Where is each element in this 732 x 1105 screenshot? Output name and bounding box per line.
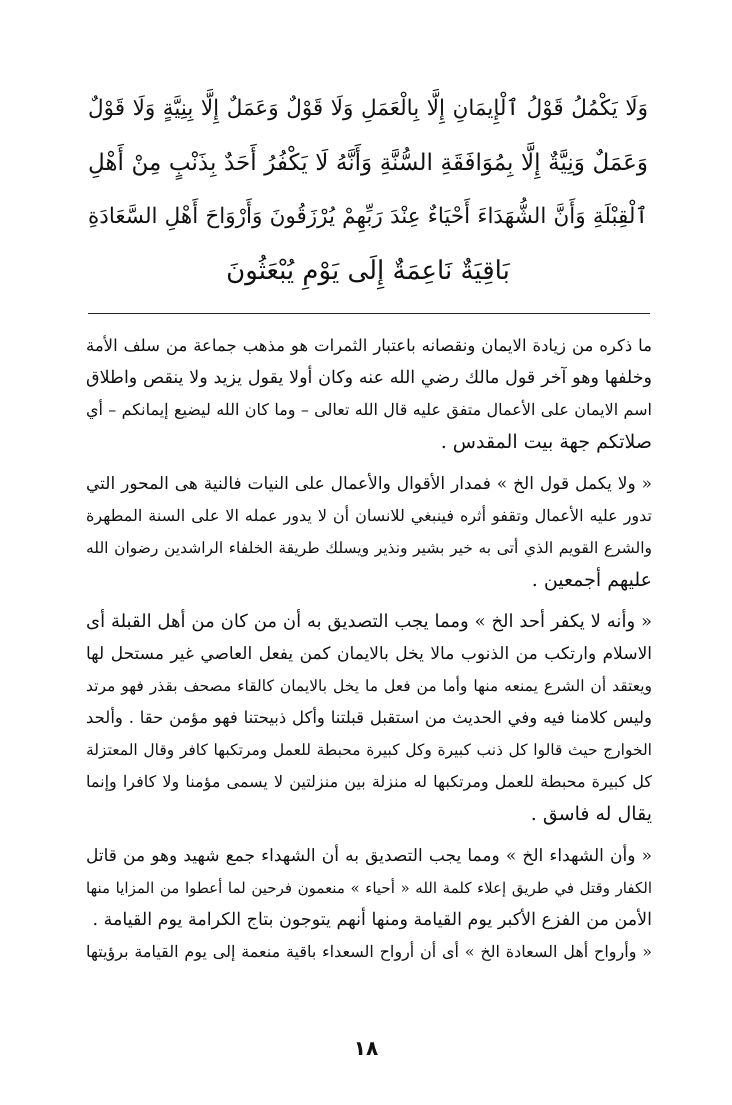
commentary-paragraph-4 xyxy=(86,840,652,936)
commentary-line: ويعتقد أن الشرع يمنعه منها وأما من فعل ما يخل بالايمان كالقاء مصحف بقذر فهو مرتد xyxy=(86,677,652,695)
commentary-line: عليهم أجمعين . xyxy=(531,569,652,591)
commentary-paragraph-3 xyxy=(86,606,652,830)
commentary-line: والشرع القويم الذي أتى به خير بشير ونذير ويسلك طريقة الخلفاء الراشدين رضوان الله xyxy=(86,539,652,557)
commentary-line: وليس كلامنا فيه وفي الحديث من استقبل قبلتنا وأكل ذبيحتنا فهو مؤمن حقا . وألحد xyxy=(86,708,652,727)
paragraph-gap xyxy=(86,596,652,606)
commentary-line: وخلفها وهو آخر قول مالك رضي الله عنه وكان أولا يقول يزيد ولا ينقص واطلاق xyxy=(86,368,652,388)
commentary-line: الأمن من الفزع الأكبر يوم القيامة ومنها أنهم يتوجون بتاج الكرامة يوم القيامة . xyxy=(92,910,652,930)
commentary-line: ما ذكره من زيادة الايمان ونقصانه باعتبار الثمرات هو مذهب جماعة من سلف الأمة xyxy=(86,336,652,355)
commentary-paragraph-1 xyxy=(86,330,652,458)
matn-line-2: وَعَمَلٌ وَنِيَّةٌ إِلَّا بِمُوَافَقَةِ السُّنَّةِ وَأَنَّهُ لَا يَكْفُرُ أَحَدٌ بِذَنْبٍ مِنْ أَهْلِ xyxy=(88,150,648,176)
commentary-line: صلاتكم جهة بيت المقدس . xyxy=(440,431,652,453)
section-divider xyxy=(88,313,650,314)
matn-line-3: ٱلْقِبْلَةِ وَأَنَّ الشُّهَدَاءَ أَحْيَاءٌ عِنْدَ رَبِّهِمْ يُرْزَقُونَ وَأَرْوَاحَ أَهْلِ السَّعَادَةِ xyxy=(88,204,648,229)
commentary-line: الكفار وقتل في طريق إعلاء كلمة الله « أحياء » منعمون فرحين لما أعطوا من المزايا منها xyxy=(86,879,652,897)
commentary-line: « وأرواح أهل السعادة الخ » أى أن أرواح السعداء باقية منعمة إلى يوم القيامة برؤيتها xyxy=(86,942,652,961)
commentary-line: « وأن الشهداء الخ » ومما يجب التصديق به أن الشهداء جمع شهيد وهو من قاتل xyxy=(86,846,652,866)
commentary-line: الخوارج حيث قالوا كل ذنب كبيرة وكل كبيرة محبطة للعمل ومرتكبها كافر وقال المعتزلة xyxy=(86,741,652,759)
page-number: ١٨ xyxy=(353,1036,379,1060)
commentary-line: « ولا يكمل قول الخ » فمدار الأقوال والأعمال على النيات فالنية هى المحور التي xyxy=(86,474,652,494)
matn-line-1: وَلَا يَكْمُلُ قَوْلُ ٱلْإِيمَانِ إِلَّا بِالْعَمَلِ وَلَا قَوْلٌ وَعَمَلٌ إِلَّا بِنِيَّةٍ وَلَا قَوْلٌ xyxy=(88,96,648,121)
commentary-block xyxy=(86,330,652,968)
commentary-paragraph-5 xyxy=(86,936,652,968)
commentary-paragraph-2 xyxy=(86,468,652,596)
matn-text-block xyxy=(88,82,648,298)
commentary-line: اسم الايمان على الأعمال متفق عليه قال الله تعالى – وما كان الله ليضيع إيمانكم – أي xyxy=(86,400,652,419)
paragraph-gap xyxy=(86,458,652,468)
matn-line-4: بَاقِيَةٌ نَاعِمَةٌ إِلَى يَوْمِ يُبْعَثُونَ xyxy=(226,256,510,286)
commentary-line: « وأنه لا يكفر أحد الخ » ومما يجب التصديق به أن من كان من أهل القبلة أى xyxy=(86,611,652,632)
commentary-line: كل كبيرة محبطة للعمل ومرتكبها له منزلة بين منزلتين لا يسمى مؤمنا ولا كافرا وإنما xyxy=(86,772,652,791)
commentary-line: تدور عليه الأعمال وتقفو أثره فينبغي للانسان أن لا يدور عمله الا على السنة المطهرة xyxy=(86,506,652,525)
paragraph-gap xyxy=(86,830,652,840)
commentary-line: الاسلام وارتكب من الذنوب مالا يخل بالايمان كمن يفعل العاصي غير مستحل لها xyxy=(86,644,652,664)
commentary-line: يقال له فاسق . xyxy=(530,803,652,825)
